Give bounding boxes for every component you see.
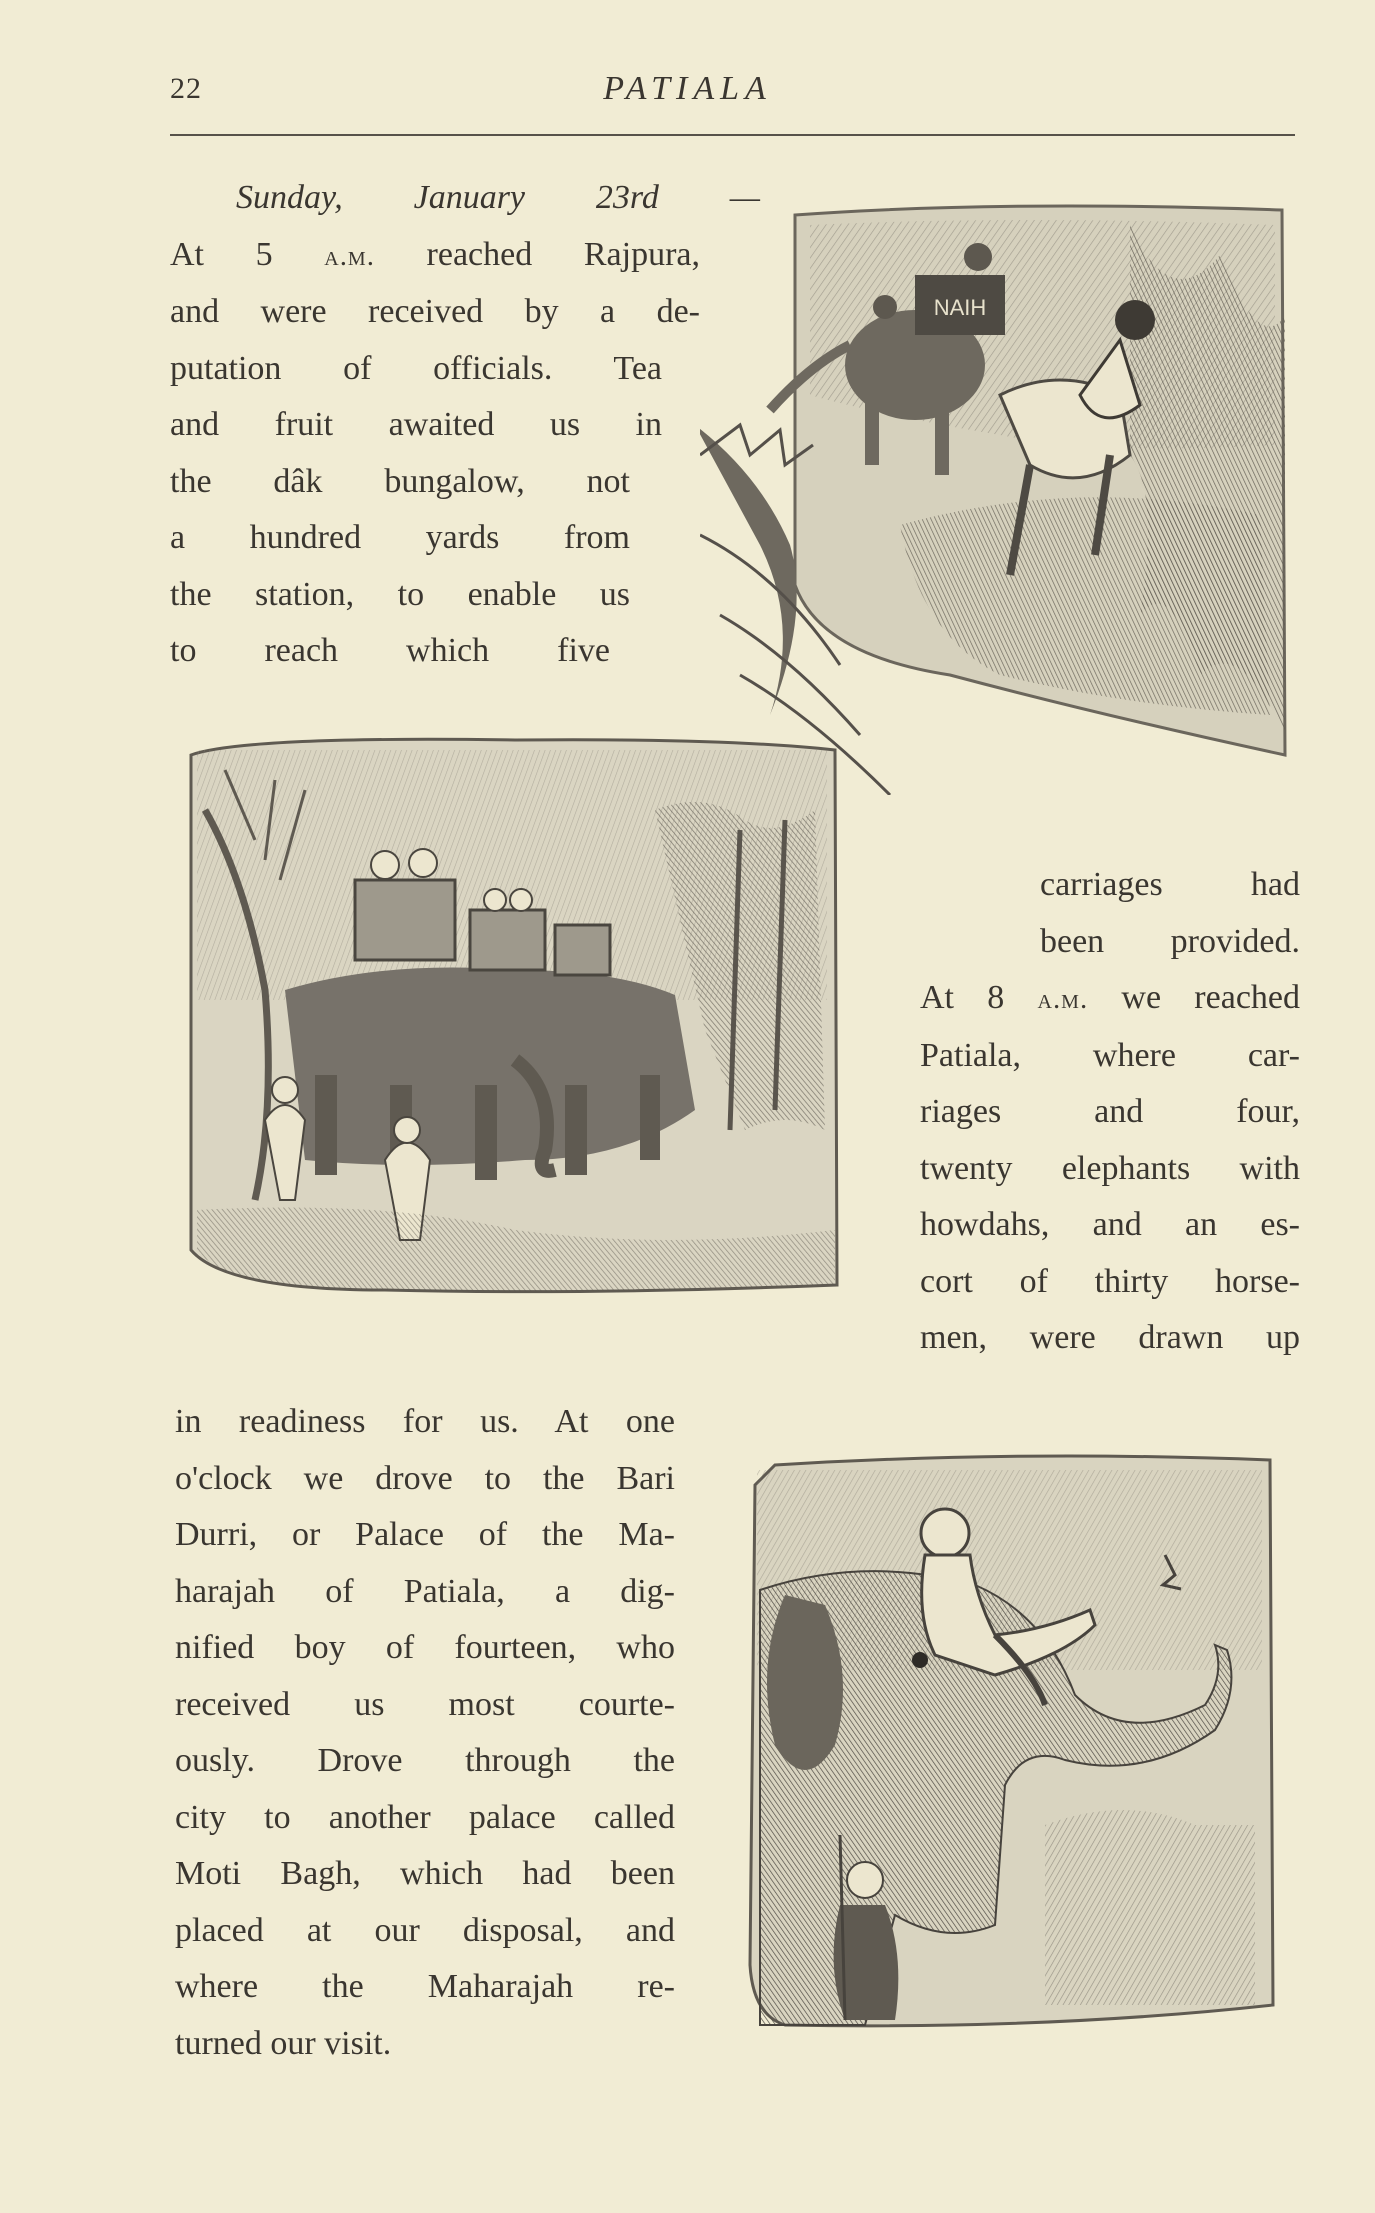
text-line: received us most courte- — [175, 1685, 675, 1723]
text-block-1 — [170, 170, 760, 680]
text-block-2 — [920, 857, 1300, 1367]
text-line: harajah of Patiala, a dig- — [175, 1572, 675, 1610]
text-line: cort of thirty horse- — [920, 1262, 1300, 1300]
text-line: nified boy of fourteen, who — [175, 1629, 675, 1666]
illustration-elephant-hunt — [700, 195, 1290, 795]
text-line: riages and four, — [920, 1093, 1300, 1130]
running-head — [0, 64, 1375, 114]
text-line: placed at our disposal, and — [175, 1911, 675, 1949]
text-line: Patiala, where car- — [920, 1036, 1300, 1074]
illustration-elephant-rider — [745, 1445, 1275, 2035]
text-line: been provided. — [1040, 922, 1300, 960]
text-line: Moti Bagh, which had been — [175, 1855, 675, 1892]
text-line: o'clock we drove to the Bari — [175, 1459, 675, 1497]
text-block-3 — [175, 1394, 675, 2072]
text-line: where the Maharajah re- — [175, 1968, 675, 2005]
text-line: the station, to enable us — [170, 575, 630, 613]
illustration-elephant-procession — [185, 730, 845, 1300]
text-line: At 8 a.m. we reached — [920, 979, 1300, 1016]
text-line: Durri, or Palace of the Ma- — [175, 1516, 675, 1553]
text-line: and were received by a de- — [170, 293, 700, 330]
text-line: twenty elephants with — [920, 1149, 1300, 1187]
text-line: in readiness for us. At one — [175, 1403, 675, 1440]
text-line: men, were drawn up — [920, 1319, 1300, 1356]
dateline: Sunday, January 23rd — — [236, 179, 760, 216]
text-line: howdahs, and an es- — [920, 1206, 1300, 1243]
running-title: PATIALA — [603, 70, 772, 107]
howdah-inscription: NAIH — [933, 295, 987, 320]
text-line: city to another palace called — [175, 1798, 675, 1836]
header-rule — [170, 134, 1295, 136]
text-line: the dâk bungalow, not — [170, 462, 630, 500]
text-line: carriages had — [1040, 866, 1300, 903]
page-number: 22 — [170, 72, 202, 105]
text-line: and fruit awaited us in — [170, 406, 662, 443]
text-line: putation of officials. Tea — [170, 349, 662, 387]
text-line: a hundred yards from — [170, 519, 630, 556]
text-line: At 5 a.m. reached Rajpura, — [170, 235, 700, 273]
text-line: to reach which five — [170, 632, 610, 669]
text-line: turned our visit. — [175, 2024, 392, 2062]
text-line: ously. Drove through the — [175, 1742, 675, 1779]
